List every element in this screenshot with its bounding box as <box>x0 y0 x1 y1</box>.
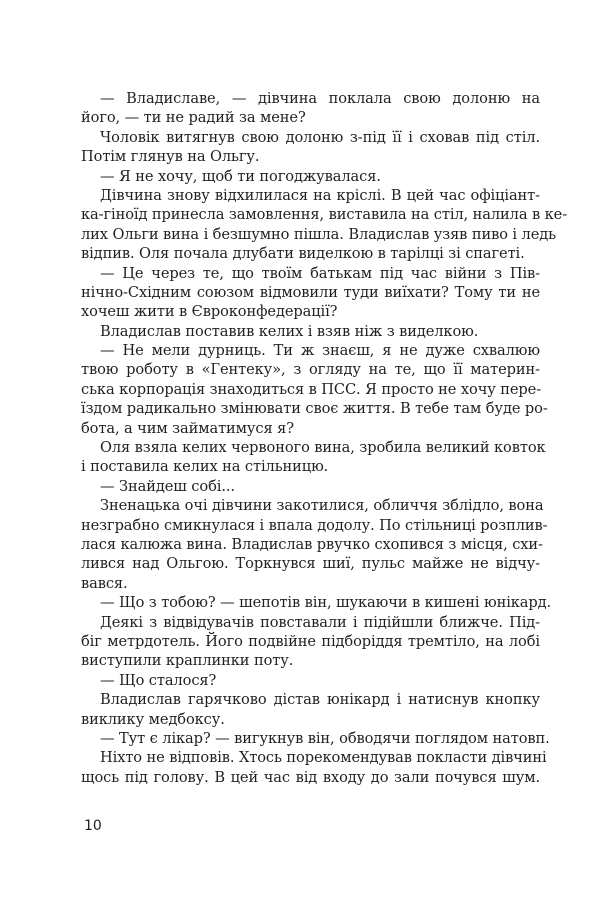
text-line: Дівчина знову відхилилася на кріслі. В цей час офіціант- <box>100 186 540 204</box>
text-line: їздом радикально змінювати своє життя. В тебе там буде ро- <box>81 400 548 418</box>
text-line: — Це через те, що твоїм батькам під час війни з Пів- <box>100 264 540 282</box>
text-line: — Я не хочу, щоб ти погоджувалася. <box>100 167 381 185</box>
text-line: — Що з тобою? — шепотів він, шукаючи в кишені юнікард. <box>100 594 552 612</box>
text-line: лих Ольги вина і безшумно пішла. Владислав узяв пиво і ледь <box>81 225 556 243</box>
text-line: бота, а чим займатимуся я? <box>81 419 294 437</box>
text-line: біг метрдотель. Його подвійне підборіддя тремтіло, на лобі <box>81 632 540 650</box>
text-line: щось під голову. В цей час від входу до зали почувся шум. <box>81 768 540 786</box>
text-line: — Не мели дурниць. Ти ж знаєш, я не дуже схвалюю <box>100 342 540 360</box>
text-line: незграбно смикнулася і впала додолу. По стільниці розплив- <box>81 516 548 534</box>
text-line: — Що сталося? <box>100 671 217 689</box>
text-line: нічно-Східним союзом відмовили туди виїхати? Тому ти не <box>81 283 540 301</box>
text-line: Зненацька очі дівчини закотилися, обличчя зблідло, вона <box>100 497 544 515</box>
text-line: виклику медбоксу. <box>81 710 225 728</box>
text-line: — Знайдеш собі... <box>100 477 235 495</box>
text-line: Деякі з відвідувачів повставали і підійшли ближче. Під- <box>100 613 540 631</box>
page-body-text <box>81 89 568 787</box>
text-line: хочеш жити в Євроконфедерації? <box>81 303 338 321</box>
text-line: вався. <box>81 574 128 592</box>
text-line: лився над Ольгою. Торкнувся шиї, пульс майже не відчу- <box>81 555 540 573</box>
text-line: — Тут є лікар? — вигукнув він, обводячи поглядом натовп. <box>100 729 550 747</box>
text-line: відпив. Оля почала длубати виделкою в тарілці зі спагеті. <box>81 245 525 263</box>
text-line: Ніхто не відповів. Хтось порекомендував покласти дівчині <box>100 749 547 767</box>
text-line: — Владиславе, — дівчина поклала свою долоню на <box>100 90 540 107</box>
page-number: 10 <box>84 818 102 834</box>
text-line: ська корпорація знаходиться в ПСС. Я просто не хочу пере- <box>81 380 542 398</box>
text-line: Чоловік витягнув свою долоню з-під її і сховав під стіл. <box>100 128 540 146</box>
text-line: Владислав поставив келих і взяв ніж з виделкою. <box>100 322 479 340</box>
text-line: ка-гіноїд принесла замовлення, виставила на стіл, налила в ке- <box>81 206 568 224</box>
text-line: Оля взяла келих червоного вина, зробила великий ковток <box>100 439 546 457</box>
text-line: твою роботу в «Гентеку», з огляду на те, що її материн- <box>81 361 540 379</box>
text-line: Потім глянув на Ольгу. <box>81 148 260 166</box>
text-line: і поставила келих на стільницю. <box>81 458 329 476</box>
text-line: виступили краплинки поту. <box>81 652 294 670</box>
text-line: лася калюжа вина. Владислав рвучко схопився з місця, схи- <box>81 535 543 553</box>
text-line: Владислав гарячково дістав юнікард і натиснув кнопку <box>100 691 540 709</box>
text-line: його, — ти не радий за мене? <box>81 109 306 127</box>
